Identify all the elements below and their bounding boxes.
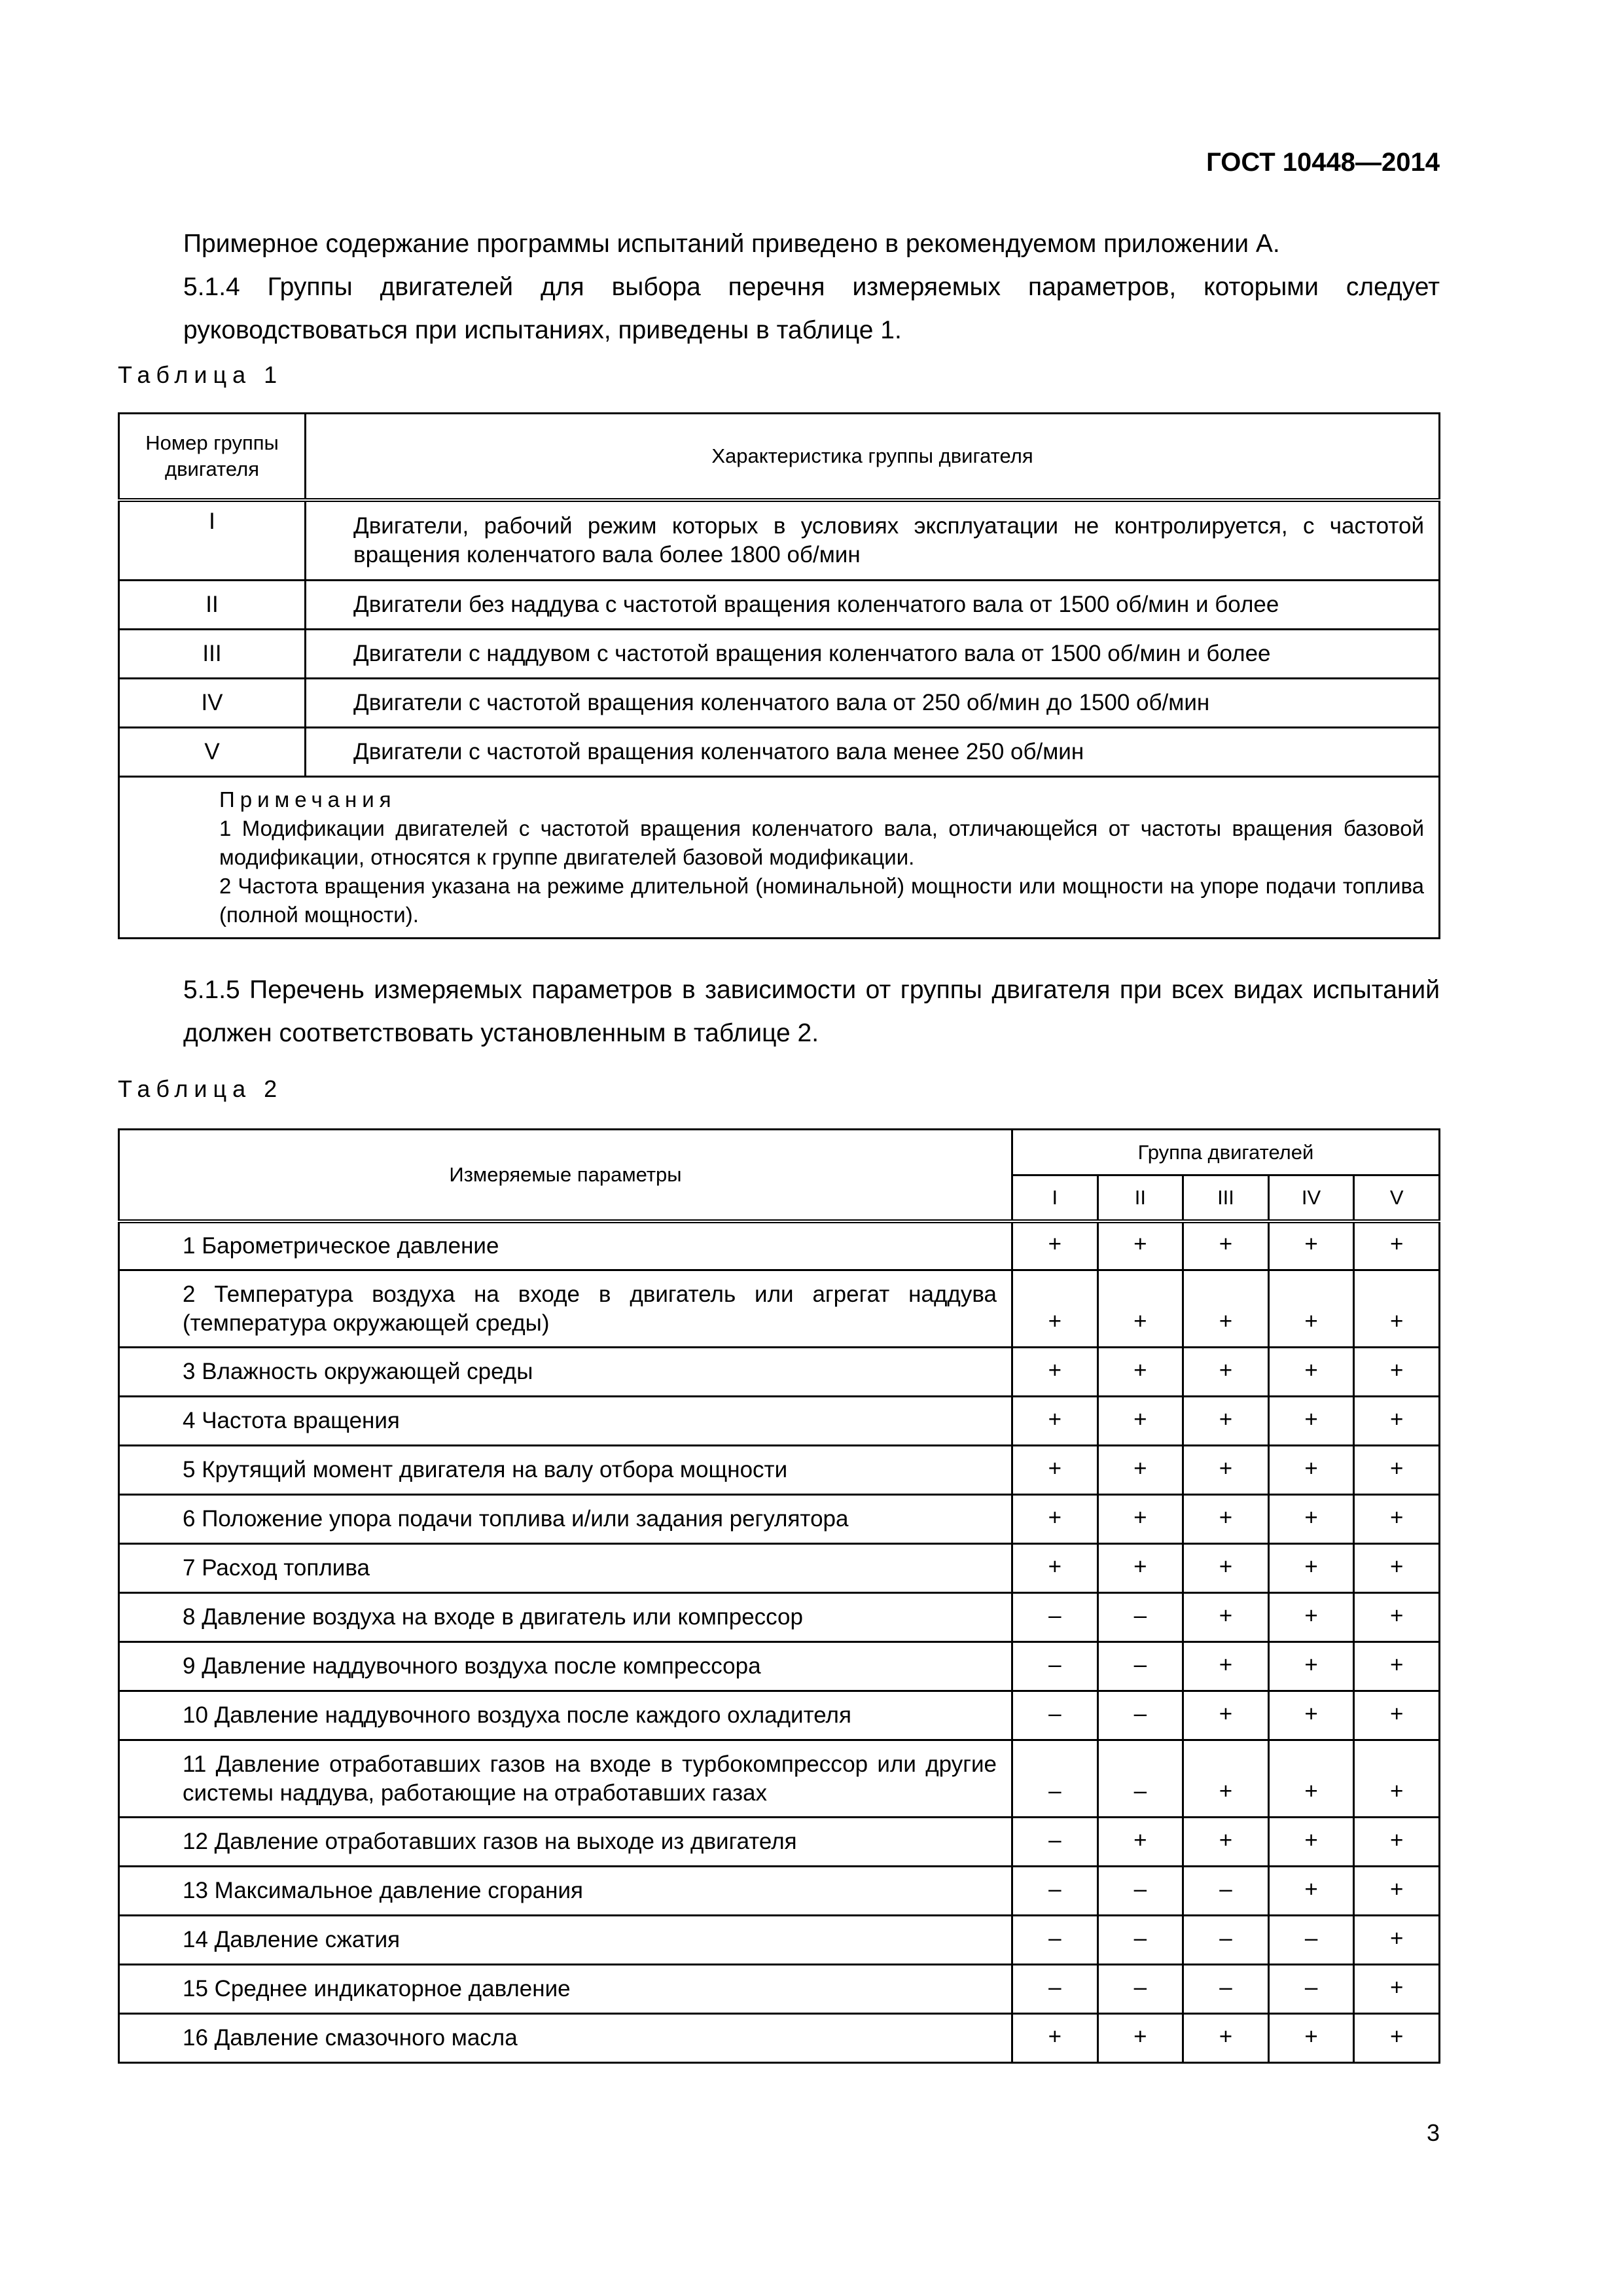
- group-mark: +: [1183, 1221, 1269, 1270]
- table-row: [119, 629, 1440, 678]
- group-mark: –: [1183, 1965, 1269, 2014]
- parameter-name: 1 Барометрическое давление: [183, 1232, 499, 1259]
- group-mark: +: [1354, 1916, 1440, 1965]
- parameter-name: 2 Температура воздуха на входе в двигатель или агрегат наддува (температура окружающей среды): [183, 1281, 997, 1336]
- table-row: [119, 727, 1440, 776]
- intro-paragraph-1: Примерное содержание программы испытаний приведено в рекомендуемом приложении А.: [183, 230, 1280, 258]
- group-mark: –: [1012, 1593, 1098, 1642]
- group-description: Двигатели без наддува с частотой вращения коленчатого вала от 1500 об/мин и более: [353, 591, 1279, 617]
- group-mark: +: [1268, 1818, 1354, 1867]
- paragraph-text: 5.1.5 Перечень измеряемых параметров в зависимости от группы двигателя при всех видах испытаний должен соответствовать установленным в таблице 2.: [183, 976, 1440, 1047]
- group-description: Двигатели, рабочий режим которых в условиях эксплуатации не контролируется, с частотой вращения коленчатого вала более 1800 об/мин: [353, 512, 1424, 567]
- group-mark: +: [1012, 1221, 1098, 1270]
- group-mark: –: [1012, 1916, 1098, 1965]
- table-row: [119, 1965, 1440, 2014]
- group-mark: +: [1354, 1867, 1440, 1916]
- group-mark: +: [1268, 1740, 1354, 1818]
- group-mark: –: [1183, 1867, 1269, 1916]
- table-row: [119, 1348, 1440, 1397]
- parameter-name: 9 Давление наддувочного воздуха после компрессора: [183, 1653, 761, 1679]
- table-row: [119, 1691, 1440, 1740]
- group-mark: +: [1354, 1495, 1440, 1544]
- group-mark: +: [1354, 1348, 1440, 1397]
- group-mark: +: [1097, 1270, 1183, 1348]
- group-mark: +: [1012, 1495, 1098, 1544]
- group-mark: +: [1268, 1642, 1354, 1691]
- group-mark: +: [1183, 1495, 1269, 1544]
- group-mark: +: [1012, 1446, 1098, 1495]
- notes-title: Примечания: [219, 787, 397, 812]
- group-number: IV: [119, 678, 306, 727]
- group-mark: +: [1183, 1348, 1269, 1397]
- table-row: [119, 1642, 1440, 1691]
- parameter-name: 10 Давление наддувочного воздуха после каждого охладителя: [183, 1702, 851, 1728]
- group-mark: –: [1097, 1965, 1183, 2014]
- group-mark: +: [1354, 1740, 1440, 1818]
- group-mark: –: [1268, 1916, 1354, 1965]
- table-row: [119, 1495, 1440, 1544]
- group-mark: +: [1354, 1397, 1440, 1446]
- group-mark: +: [1012, 1544, 1098, 1593]
- group-mark: +: [1183, 1691, 1269, 1740]
- group-mark: +: [1012, 1397, 1098, 1446]
- parameter-name: 15 Среднее индикаторное давление: [183, 1976, 571, 2001]
- table-row: [119, 1916, 1440, 1965]
- group-mark: +: [1183, 2014, 1269, 2063]
- group-mark: +: [1268, 1270, 1354, 1348]
- table1-notes: [119, 776, 1440, 938]
- group-mark: +: [1354, 1593, 1440, 1642]
- group-description: Двигатели с частотой вращения коленчатого вала от 250 об/мин до 1500 об/мин: [353, 689, 1210, 715]
- group-mark: +: [1012, 1270, 1098, 1348]
- note-1: 1 Модификации двигателей с частотой вращения коленчатого вала, отличающейся от частоты вращения базовой модификации, относятся к группе двигателей базовой модификации.: [219, 816, 1424, 869]
- table-row: [119, 1221, 1440, 1270]
- table1-caption: Таблица 1: [118, 361, 283, 388]
- group-mark: +: [1268, 1348, 1354, 1397]
- parameter-name: 3 Влажность окружающей среды: [183, 1359, 533, 1384]
- group-mark: +: [1097, 1446, 1183, 1495]
- table-row: [119, 1593, 1440, 1642]
- table-row: [119, 1544, 1440, 1593]
- group-mark: +: [1268, 1691, 1354, 1740]
- parameter-name: 7 Расход топлива: [183, 1555, 370, 1581]
- group-col-header: II: [1097, 1175, 1183, 1221]
- group-mark: +: [1354, 1270, 1440, 1348]
- parameter-name: 12 Давление отработавших газов на выходе из двигателя: [183, 1829, 797, 1854]
- group-mark: –: [1012, 1867, 1098, 1916]
- group-mark: +: [1268, 1446, 1354, 1495]
- table-row: [119, 678, 1440, 727]
- parameter-name: 6 Положение упора подачи топлива и/или задания регулятора: [183, 1506, 849, 1532]
- group-mark: +: [1183, 1642, 1269, 1691]
- group-number: I: [119, 500, 306, 580]
- table-1: [118, 412, 1440, 939]
- group-mark: +: [1354, 2014, 1440, 2063]
- group-number: II: [119, 580, 306, 629]
- table-row: [119, 1397, 1440, 1446]
- table-row: [119, 1867, 1440, 1916]
- group-mark: +: [1268, 1593, 1354, 1642]
- table2-caption: Таблица 2: [118, 1075, 283, 1102]
- parameter-name: 16 Давление смазочного масла: [183, 2025, 518, 2051]
- parameter-name: 5 Крутящий момент двигателя на валу отбора мощности: [183, 1457, 788, 1482]
- group-mark: +: [1183, 1544, 1269, 1593]
- group-mark: +: [1097, 2014, 1183, 2063]
- table-row: [119, 580, 1440, 629]
- group-mark: +: [1097, 1495, 1183, 1544]
- group-mark: +: [1268, 1867, 1354, 1916]
- group-mark: –: [1012, 1965, 1098, 2014]
- group-col-header: III: [1183, 1175, 1269, 1221]
- parameter-name: 14 Давление сжатия: [183, 1927, 401, 1952]
- parameter-name: 11 Давление отработавших газов на входе в турбокомпрессор или другие системы наддува, работающие на отработавших газах: [183, 1751, 997, 1806]
- page-number: 3: [1426, 2119, 1440, 2146]
- group-mark: +: [1183, 1397, 1269, 1446]
- group-mark: +: [1354, 1965, 1440, 2014]
- group-mark: –: [1268, 1965, 1354, 2014]
- table-row: [119, 2014, 1440, 2063]
- group-mark: +: [1097, 1397, 1183, 1446]
- table-row: [119, 1818, 1440, 1867]
- table1-header-desc: Характеристика группы двигателя: [306, 414, 1440, 501]
- group-mark: +: [1354, 1642, 1440, 1691]
- group-mark: –: [1097, 1593, 1183, 1642]
- note-2: 2 Частота вращения указана на режиме длительной (номинальной) мощности или мощности на упоре подачи топлива (полной мощности).: [219, 873, 1424, 927]
- group-mark: +: [1354, 1221, 1440, 1270]
- group-mark: +: [1268, 1544, 1354, 1593]
- table-row: [119, 1446, 1440, 1495]
- group-number: III: [119, 629, 306, 678]
- parameter-name: 13 Максимальное давление сгорания: [183, 1878, 583, 1903]
- group-col-header: IV: [1268, 1175, 1354, 1221]
- group-mark: –: [1097, 1916, 1183, 1965]
- group-mark: +: [1183, 1446, 1269, 1495]
- parameter-name: 8 Давление воздуха на входе в двигатель или компрессор: [183, 1604, 803, 1630]
- group-col-header: I: [1012, 1175, 1098, 1221]
- table-row: [119, 1270, 1440, 1348]
- group-mark: +: [1183, 1270, 1269, 1348]
- group-mark: +: [1268, 1495, 1354, 1544]
- group-mark: +: [1183, 1740, 1269, 1818]
- group-description: Двигатели с частотой вращения коленчатого вала менее 250 об/мин: [353, 738, 1084, 764]
- table2-header-params: Измеряемые параметры: [119, 1130, 1012, 1221]
- group-mark: +: [1012, 2014, 1098, 2063]
- group-mark: –: [1012, 1740, 1098, 1818]
- group-mark: –: [1097, 1691, 1183, 1740]
- group-mark: +: [1097, 1544, 1183, 1593]
- group-number: V: [119, 727, 306, 776]
- group-mark: +: [1097, 1818, 1183, 1867]
- parameter-name: 4 Частота вращения: [183, 1408, 400, 1433]
- table-2: [118, 1128, 1440, 2064]
- group-mark: +: [1354, 1544, 1440, 1593]
- group-mark: +: [1183, 1818, 1269, 1867]
- group-mark: –: [1097, 1867, 1183, 1916]
- group-mark: –: [1012, 1691, 1098, 1740]
- table2-header-group: Группа двигателей: [1012, 1130, 1440, 1175]
- group-mark: +: [1354, 1818, 1440, 1867]
- group-mark: +: [1097, 1348, 1183, 1397]
- group-mark: –: [1012, 1642, 1098, 1691]
- group-mark: +: [1268, 1221, 1354, 1270]
- group-mark: +: [1354, 1446, 1440, 1495]
- intro-paragraphs: [118, 223, 1440, 352]
- group-mark: –: [1097, 1740, 1183, 1818]
- table-row: [119, 1740, 1440, 1818]
- group-mark: +: [1268, 2014, 1354, 2063]
- group-mark: –: [1097, 1642, 1183, 1691]
- group-mark: +: [1012, 1348, 1098, 1397]
- table1-header-group: Номер группы двигателя: [119, 414, 306, 501]
- table-row: [119, 500, 1440, 580]
- group-mark: +: [1097, 1221, 1183, 1270]
- paragraph-5-1-5: [118, 969, 1440, 1055]
- intro-paragraph-2: 5.1.4 Группы двигателей для выбора перечня измеряемых параметров, которыми следует руководствоваться при испытаниях, приведены в таблице 1.: [183, 273, 1440, 344]
- group-mark: +: [1268, 1397, 1354, 1446]
- group-mark: –: [1183, 1916, 1269, 1965]
- group-mark: –: [1012, 1818, 1098, 1867]
- group-col-header: V: [1354, 1175, 1440, 1221]
- group-description: Двигатели с наддувом с частотой вращения коленчатого вала от 1500 об/мин и более: [353, 640, 1271, 666]
- group-mark: +: [1183, 1593, 1269, 1642]
- document-code: ГОСТ 10448—2014: [1206, 148, 1440, 177]
- group-mark: +: [1354, 1691, 1440, 1740]
